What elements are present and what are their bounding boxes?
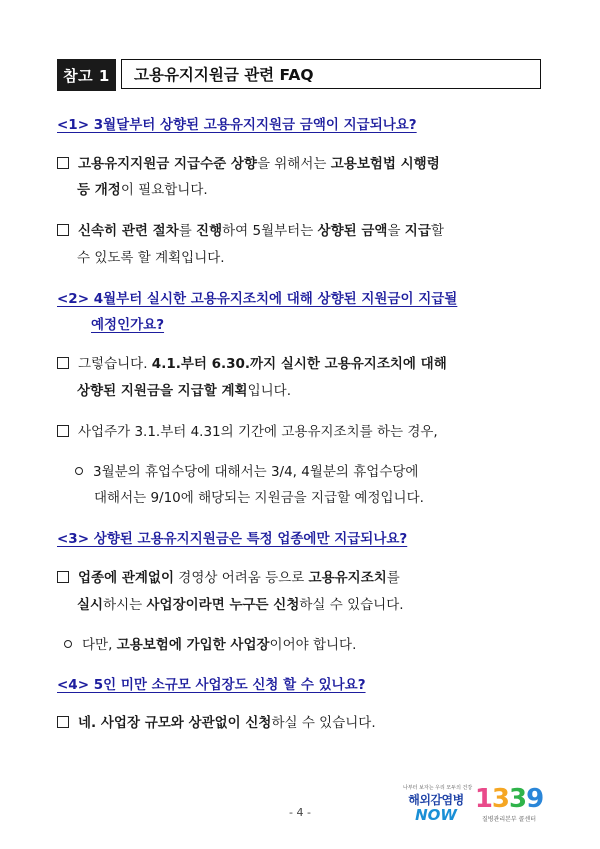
checkbox-square-icon (57, 716, 69, 728)
checkbox-square-icon (57, 157, 69, 169)
faq-1-answer-line: 고용유지지원금 지급수준 상향을 위해서는 고용보험법 시행령 (57, 152, 440, 172)
faq-1-answer-line: 신속히 관련 절차를 진행하여 5월부터는 상향된 금액을 지급할 (57, 219, 444, 239)
faq-1-answer-line: 수 있도록 할 계획입니다. (77, 250, 225, 266)
reference-label: 참고 1 (57, 59, 116, 91)
faq-question-3: <3> 상향된 고용유지지원금은 특정 업종에만 지급되나요? (57, 531, 408, 547)
faq-3-answer-line: 실시하시는 사업장이라면 누구든 신청하실 수 있습니다. (77, 597, 404, 613)
checkbox-square-icon (57, 571, 69, 583)
faq-3-answer-line: 업종에 관계없이 경영상 어려움 등으로 고용유지조치를 (57, 566, 400, 586)
faq-1-answer-line: 등 개정이 필요합니다. (77, 182, 208, 198)
faq-question-4: <4> 5인 미만 소규모 사업장도 신청 할 수 있나요? (57, 677, 366, 693)
checkbox-square-icon (57, 224, 69, 236)
page-title: 고용유지지원금 관련 FAQ (121, 59, 541, 89)
checkbox-square-icon (57, 425, 69, 437)
kcdc-1339-logo: 1339 질병관리본부 콜센터 (474, 784, 544, 823)
faq-2-answer-line: 사업주가 3.1.부터 4.31의 기간에 고용유지조치를 하는 경우, (57, 420, 438, 440)
page-header (57, 59, 543, 91)
checkbox-square-icon (57, 357, 69, 369)
page-number: - 4 - (289, 806, 311, 819)
bullet-circle-icon (64, 640, 72, 648)
faq-2-sub-point: 대해서는 9/10에 해당되는 지원금을 지급할 예정입니다. (94, 490, 424, 506)
faq-question-2: <2> 4월부터 실시한 고용유지조치에 대해 상향된 지원금이 지급될 (57, 291, 458, 307)
faq-question-2-cont: 예정인가요? (91, 317, 165, 333)
bullet-circle-icon (75, 467, 83, 475)
faq-2-sub-point: 3월분의 휴업수당에 대해서는 3/4, 4월분의 휴업수당에 (75, 460, 418, 480)
faq-2-answer-line: 상향된 지원금을 지급할 계획입니다. (77, 383, 292, 399)
faq-4-answer-line: 네. 사업장 규모와 상관없이 신청하실 수 있습니다. (57, 711, 376, 731)
faq-3-sub-point: 다만, 고용보험에 가입한 사업장이어야 합니다. (64, 633, 356, 653)
faq-question-1: <1> 3월달부터 상향된 고용유지지원금 금액이 지급되나요? (57, 117, 417, 133)
faq-2-answer-line: 그렇습니다. 4.1.부터 6.30.까지 실시한 고용유지조치에 대해 (57, 352, 447, 372)
overseas-infection-now-logo: 나부터 보자는 우리 모두의 건강 해외감염병 NOW (403, 785, 473, 824)
